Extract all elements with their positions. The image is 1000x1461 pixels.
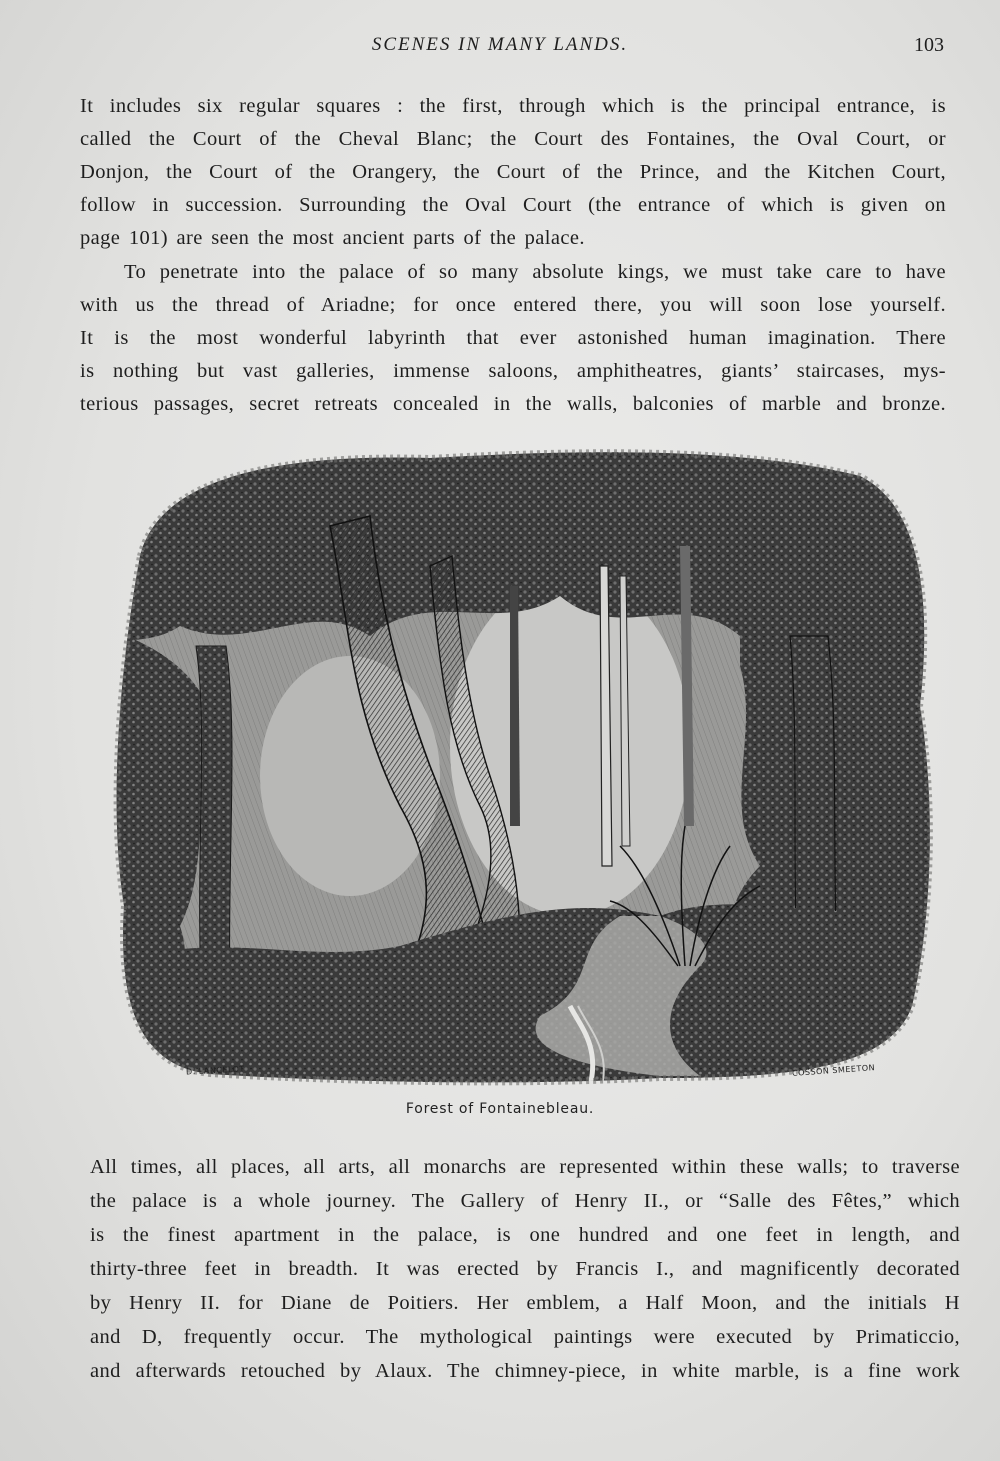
text-line: To penetrate into the palace of so many absolute kings, we must take care to have [124, 261, 946, 283]
text-line: follow in succession. Surrounding the Oval Court (the entrance of which is given on [80, 194, 946, 216]
text-line: by Henry II. for Diane de Poitiers. Her emblem, a Half Moon, and the initials H [90, 1292, 960, 1314]
text-line: It is the most wonderful labyrinth that ever astonished human imagination. There [80, 327, 946, 349]
text-line: terious passages, secret retreats concealed in the walls, balconies of marble and bronze. [80, 393, 946, 415]
paragraph-3 [90, 1150, 960, 1388]
text-line: It includes six regular squares : the first, through which is the principal entrance, is [80, 95, 946, 117]
paragraph-2 [80, 256, 946, 421]
text-line: and afterwards retouched by Alaux. The chimney-piece, in white marble, is a fine work [90, 1360, 960, 1382]
text-line: the palace is a whole journey. The Gallery of Henry II., or “Salle des Fêtes,” which [90, 1190, 960, 1212]
text-line: Donjon, the Court of the Orangery, the Court of the Prince, and the Kitchen Court, [80, 161, 946, 183]
running-head [0, 34, 1000, 62]
text-line: page 101) are seen the most ancient parts of the palace. [80, 227, 585, 249]
text-line: is the finest apartment in the palace, is one hundred and one feet in length, and [90, 1224, 960, 1246]
illustration-caption: Forest of Fontainebleau. [405, 1101, 595, 1117]
text-line: and D, frequently occur. The mythological paintings were executed by Primaticcio, [90, 1326, 960, 1348]
paragraph-1 [80, 90, 946, 255]
text-line: called the Court of the Cheval Blanc; the Court des Fontaines, the Oval Court, or [80, 128, 946, 150]
text-line: thirty-three feet in breadth. It was erected by Francis I., and magnificently decorated [90, 1258, 960, 1280]
page-number: 103 [914, 34, 944, 56]
text-line: All times, all places, all arts, all monarchs are represented within these walls; to traverse [90, 1156, 960, 1178]
engraver-signature-right: COSSON SMEETON [791, 1063, 876, 1078]
running-title: SCENES IN MANY LANDS. [371, 34, 629, 55]
engraver-signature-left: D. LANCELOT [185, 1064, 246, 1077]
text-line: is nothing but vast galleries, immense saloons, amphitheatres, giants’ staircases, mys- [80, 360, 946, 382]
forest-engraving [100, 446, 940, 1096]
text-line: with us the thread of Ariadne; for once entered there, you will soon lose yourself. [80, 294, 946, 316]
